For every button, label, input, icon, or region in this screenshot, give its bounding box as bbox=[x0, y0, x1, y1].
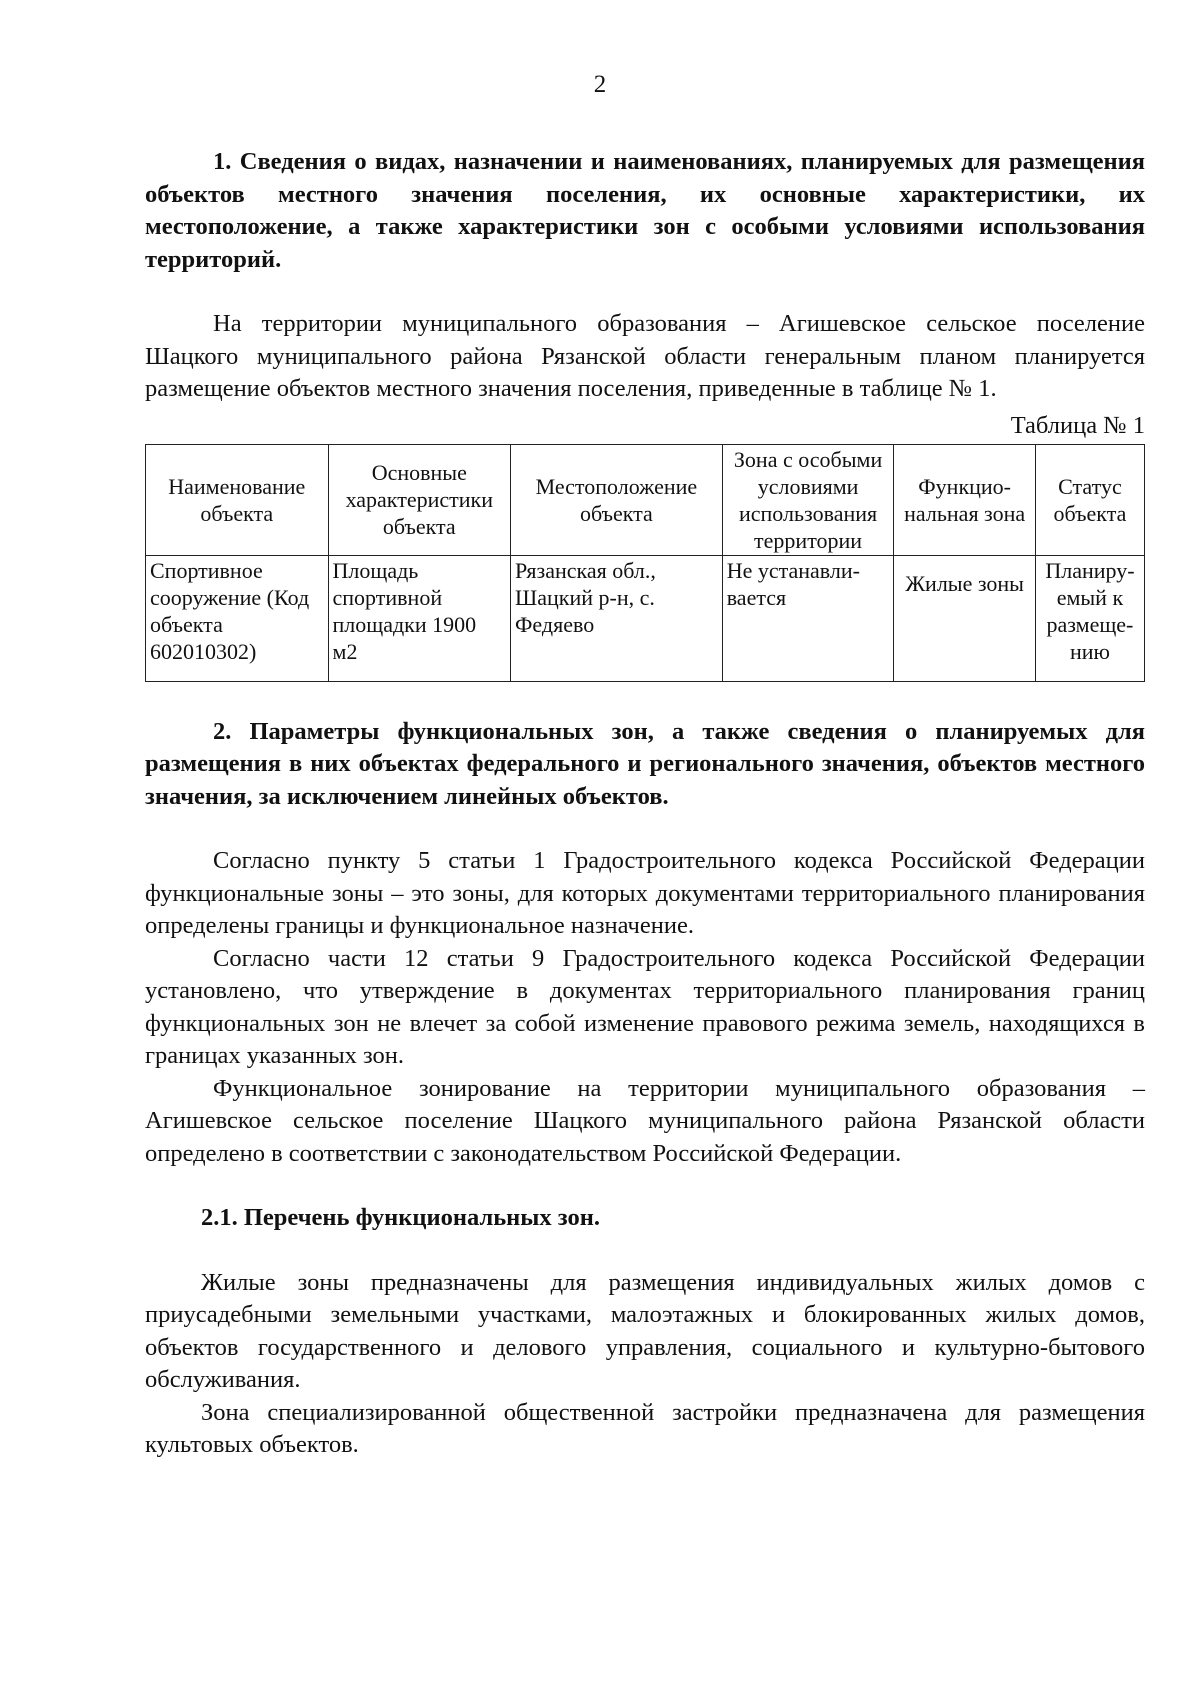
document-body bbox=[145, 146, 1145, 1462]
table-row bbox=[146, 555, 1145, 681]
table-caption: Таблица № 1 bbox=[1010, 411, 1145, 439]
header-functional-zone: Функцио-нальная зона bbox=[894, 444, 1035, 555]
section-2-1-paragraph-2: Зона специализированной общественной застройки предназначена для размещения культовых объектов. bbox=[145, 1398, 1145, 1458]
section-2-1-heading: 2.1. Перечень функциональных зон. bbox=[201, 1204, 600, 1231]
section-2-paragraph-1: Согласно пункту 5 статьи 1 Градостроительного кодекса Российской Федерации функциональные зоны – это зоны, для которых документами территориального планирования определены границы и функциональное назначение. bbox=[145, 847, 1145, 939]
header-status: Статус объекта bbox=[1035, 444, 1144, 555]
objects-table bbox=[145, 444, 1145, 682]
spacer bbox=[145, 813, 1145, 845]
section-1-paragraph: На территории муниципального образования – Агишевское сельское поселение Шацкого муниципального района Рязанской области генеральным планом планируется размещение объектов местного значения поселения, приведенные в таблице № 1. bbox=[145, 310, 1145, 402]
table-header-row bbox=[146, 444, 1145, 555]
cell-functional-zone: Жилые зоны bbox=[894, 555, 1035, 681]
header-location: Местоположение объекта bbox=[511, 444, 723, 555]
section-2-1-paragraph-1: Жилые зоны предназначены для размещения индивидуальных жилых домов с приусадебными земельными участками, малоэтажных и блокированных жилых домов, объектов государственного и делового управления, социального и культурно-бытового обслуживания. bbox=[145, 1268, 1145, 1393]
spacer bbox=[145, 276, 1145, 308]
cell-characteristics: Площадь спортивной площадки 1900 м2 bbox=[328, 555, 511, 681]
spacer bbox=[145, 682, 1145, 716]
section-2-heading: 2. Параметры функциональных зон, а также сведения о планируемых для размещения в них объектах федерального и регионального значения, объектов местного значения, за исключением линейных объектов. bbox=[145, 717, 1145, 810]
page-number: 2 bbox=[593, 71, 607, 98]
cell-special-zone: Не устанавли-вается bbox=[722, 555, 894, 681]
section-2-paragraph-2: Согласно части 12 статьи 9 Градостроительного кодекса Российской Федерации установлено, что утверждение в документах территориального планирования границ функциональных зон не влечет за собой изменение правового режима земель, находящихся в границах указанных зон. bbox=[145, 944, 1145, 1069]
cell-location: Рязанская обл., Шацкий р-н, с. Федяево bbox=[511, 555, 723, 681]
section-1-heading: 1. Сведения о видах, назначении и наименованиях, планируемых для размещения объектов местного значения поселения, их основные характеристики, их местоположение, а также характеристики зон с особыми условиями использования территорий. bbox=[145, 148, 1145, 273]
spacer bbox=[145, 1235, 1145, 1267]
header-characteristics: Основные характеристики объекта bbox=[328, 444, 511, 555]
header-special-zone: Зона с особыми условиями использования территории bbox=[722, 444, 894, 555]
cell-status: Планиру-емый к размеще-нию bbox=[1035, 555, 1144, 681]
header-object-name: Наименование объекта bbox=[146, 444, 329, 555]
cell-object-name: Спортивное сооружение (Код объекта 602010302) bbox=[146, 555, 329, 681]
section-2-paragraph-3: Функциональное зонирование на территории муниципального образования – Агишевское сельское поселение Шацкого муниципального района Рязанской области определено в соответствии с законодательством Российской Федерации. bbox=[145, 1074, 1145, 1167]
spacer bbox=[145, 1170, 1145, 1202]
